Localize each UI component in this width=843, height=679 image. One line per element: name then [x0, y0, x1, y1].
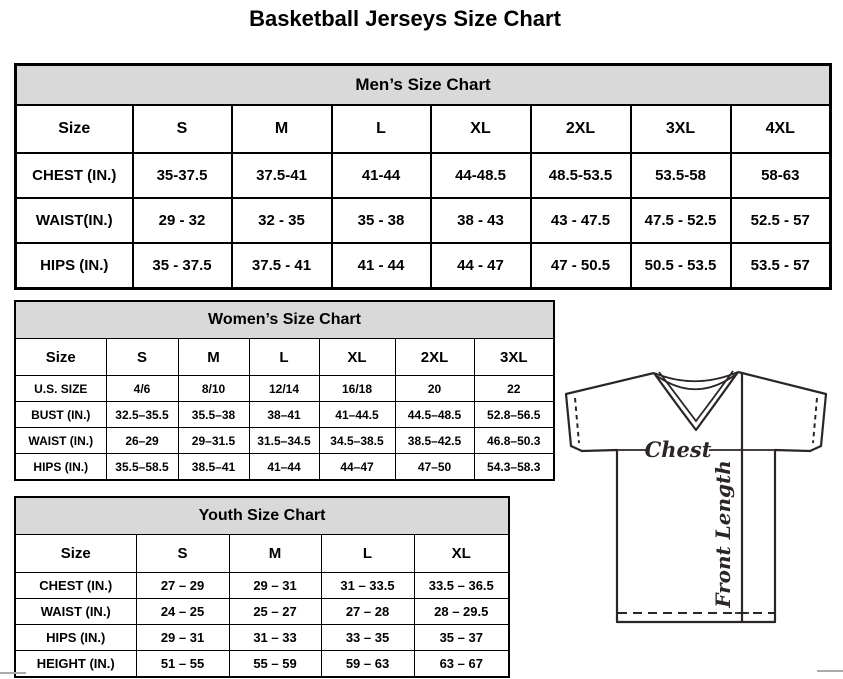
table-cell: 33 – 35 — [321, 625, 414, 651]
left-sleeve-cuff-dash — [575, 398, 579, 443]
mens-col-header-2xl: 2XL — [531, 105, 631, 153]
table-cell: 58-63 — [731, 153, 831, 198]
table-cell: 34.5–38.5 — [319, 428, 395, 454]
row-label: WAIST(IN.) — [16, 198, 133, 243]
womens-col-header-s: S — [106, 339, 178, 376]
table-cell: 24 – 25 — [136, 599, 229, 625]
table-cell: 25 – 27 — [229, 599, 321, 625]
table-cell: 35 - 38 — [332, 198, 431, 243]
womens-size-chart-table — [14, 300, 555, 481]
table-cell: 28 – 29.5 — [414, 599, 509, 625]
table-cell: 35.5–58.5 — [106, 454, 178, 481]
youth-col-header-m: M — [229, 535, 321, 573]
table-cell: 32.5–35.5 — [106, 402, 178, 428]
table-cell: 63 – 67 — [414, 651, 509, 678]
table-cell: 31 – 33 — [229, 625, 321, 651]
row-label: HIPS (IN.) — [15, 454, 106, 481]
table-cell: 51 – 55 — [136, 651, 229, 678]
table-cell: 35.5–38 — [178, 402, 249, 428]
table-cell: 55 – 59 — [229, 651, 321, 678]
table-cell: 47 - 50.5 — [531, 243, 631, 289]
mens-header-row — [16, 105, 831, 153]
womens-col-header-m: M — [178, 339, 249, 376]
row-label: WAIST (IN.) — [15, 599, 136, 625]
youth-col-header-xl: XL — [414, 535, 509, 573]
table-cell: 47–50 — [395, 454, 474, 481]
right-sleeve-cuff-dash — [813, 398, 817, 443]
mens-chest-row — [16, 153, 831, 198]
row-label: WAIST (IN.) — [15, 428, 106, 454]
table-cell: 44.5–48.5 — [395, 402, 474, 428]
mens-col-header-3xl: 3XL — [631, 105, 731, 153]
table-cell: 44–47 — [319, 454, 395, 481]
womens-col-header-xl: XL — [319, 339, 395, 376]
womens-col-header-3xl: 3XL — [474, 339, 554, 376]
mens-hips-row — [16, 243, 831, 289]
table-cell: 41–44 — [249, 454, 319, 481]
table-cell: 54.3–58.3 — [474, 454, 554, 481]
womens-header-row — [15, 339, 554, 376]
table-cell: 44-48.5 — [431, 153, 531, 198]
youth-col-header-s: S — [136, 535, 229, 573]
table-cell: 37.5 - 41 — [232, 243, 332, 289]
table-cell: 26–29 — [106, 428, 178, 454]
table-cell: 38–41 — [249, 402, 319, 428]
mens-col-header-m: M — [232, 105, 332, 153]
table-cell: 35 - 37.5 — [133, 243, 232, 289]
table-cell: 29–31.5 — [178, 428, 249, 454]
table-cell: 29 - 32 — [133, 198, 232, 243]
womens-hips-row — [15, 454, 554, 481]
bottom-left-edge-mark — [0, 672, 26, 674]
table-cell: 41 - 44 — [332, 243, 431, 289]
youth-waist-row — [15, 599, 509, 625]
bottom-right-edge-mark — [817, 670, 843, 672]
table-cell: 20 — [395, 376, 474, 402]
table-cell: 33.5 – 36.5 — [414, 573, 509, 599]
mens-col-header-l: L — [332, 105, 431, 153]
table-cell: 4/6 — [106, 376, 178, 402]
table-cell: 32 - 35 — [232, 198, 332, 243]
youth-size-chart-table — [14, 496, 510, 678]
womens-waist-row — [15, 428, 554, 454]
jersey-measurement-diagram — [557, 366, 835, 634]
jersey-outline — [566, 372, 826, 622]
table-cell: 41–44.5 — [319, 402, 395, 428]
mens-col-header-xl: XL — [431, 105, 531, 153]
womens-us-size-row — [15, 376, 554, 402]
table-cell: 50.5 - 53.5 — [631, 243, 731, 289]
table-cell: 53.5 - 57 — [731, 243, 831, 289]
table-cell: 37.5-41 — [232, 153, 332, 198]
table-cell: 8/10 — [178, 376, 249, 402]
mens-table-title: Men’s Size Chart — [16, 65, 831, 106]
page-title: Basketball Jerseys Size Chart — [249, 6, 561, 31]
table-cell: 52.5 - 57 — [731, 198, 831, 243]
youth-chest-row — [15, 573, 509, 599]
womens-col-header-size: Size — [15, 339, 106, 376]
table-cell: 52.8–56.5 — [474, 402, 554, 428]
youth-table-title: Youth Size Chart — [15, 497, 509, 535]
womens-table-title: Women’s Size Chart — [15, 301, 554, 339]
table-cell: 53.5-58 — [631, 153, 731, 198]
table-cell: 29 – 31 — [136, 625, 229, 651]
table-cell: 27 – 29 — [136, 573, 229, 599]
table-cell: 35-37.5 — [133, 153, 232, 198]
mens-col-header-4xl: 4XL — [731, 105, 831, 153]
womens-bust-row — [15, 402, 554, 428]
table-cell: 41-44 — [332, 153, 431, 198]
table-cell: 46.8–50.3 — [474, 428, 554, 454]
womens-col-header-l: L — [249, 339, 319, 376]
table-cell: 22 — [474, 376, 554, 402]
row-label: BUST (IN.) — [15, 402, 106, 428]
row-label: CHEST (IN.) — [15, 573, 136, 599]
table-cell: 38.5–41 — [178, 454, 249, 481]
womens-col-header-2xl: 2XL — [395, 339, 474, 376]
table-cell: 27 – 28 — [321, 599, 414, 625]
table-cell: 43 - 47.5 — [531, 198, 631, 243]
table-cell: 38 - 43 — [431, 198, 531, 243]
chest-label: Chest — [644, 437, 712, 462]
table-cell: 47.5 - 52.5 — [631, 198, 731, 243]
mens-size-chart-table — [14, 63, 832, 290]
table-cell: 29 – 31 — [229, 573, 321, 599]
table-cell: 35 – 37 — [414, 625, 509, 651]
table-cell: 31 – 33.5 — [321, 573, 414, 599]
row-label: HIPS (IN.) — [15, 625, 136, 651]
table-cell: 16/18 — [319, 376, 395, 402]
collar-back-arc-outer — [654, 372, 738, 381]
youth-height-row — [15, 651, 509, 678]
youth-hips-row — [15, 625, 509, 651]
table-cell: 48.5-53.5 — [531, 153, 631, 198]
youth-col-header-l: L — [321, 535, 414, 573]
table-cell: 12/14 — [249, 376, 319, 402]
mens-col-header-s: S — [133, 105, 232, 153]
row-label: HEIGHT (IN.) — [15, 651, 136, 678]
youth-header-row — [15, 535, 509, 573]
mens-waist-row — [16, 198, 831, 243]
womens-title-row — [15, 301, 554, 339]
mens-col-header-size: Size — [16, 105, 133, 153]
mens-title-row — [16, 65, 831, 106]
table-cell: 59 – 63 — [321, 651, 414, 678]
front-length-label: Front Length — [711, 460, 735, 608]
row-label: HIPS (IN.) — [16, 243, 133, 289]
table-cell: 44 - 47 — [431, 243, 531, 289]
youth-title-row — [15, 497, 509, 535]
row-label: CHEST (IN.) — [16, 153, 133, 198]
youth-col-header-size: Size — [15, 535, 136, 573]
row-label: U.S. SIZE — [15, 376, 106, 402]
table-cell: 38.5–42.5 — [395, 428, 474, 454]
table-cell: 31.5–34.5 — [249, 428, 319, 454]
